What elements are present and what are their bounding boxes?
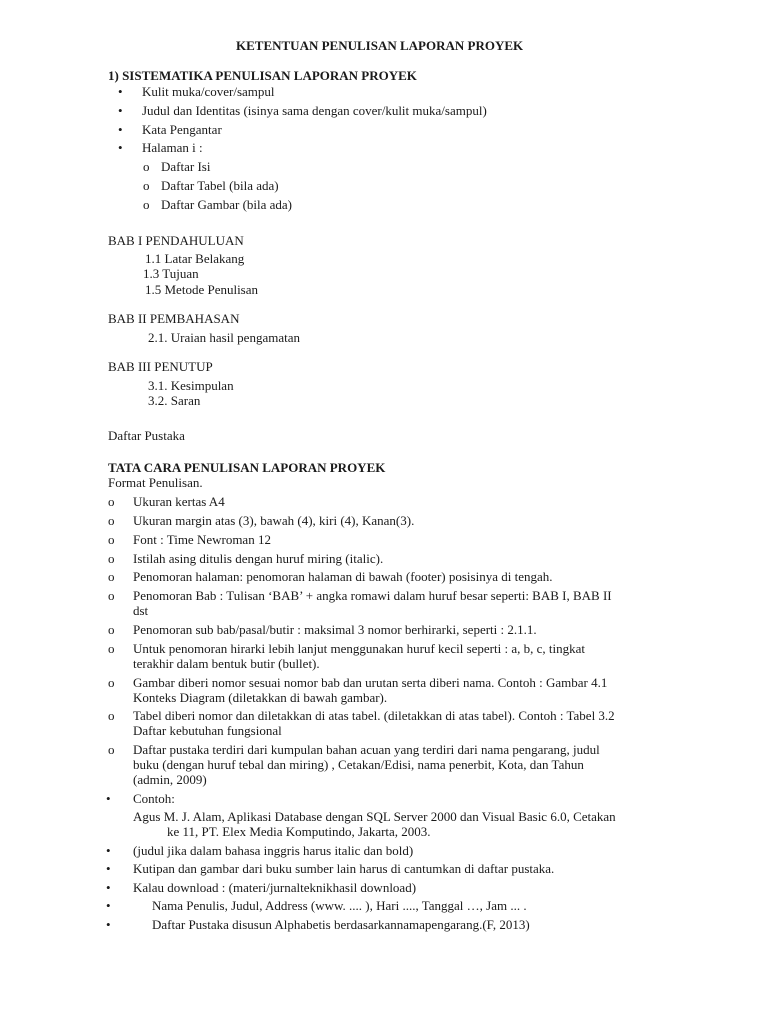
list-item: Kata Pengantar: [142, 122, 222, 137]
circle-marker: o: [143, 178, 150, 193]
section-2-heading: TATA CARA PENULISAN LAPORAN PROYEK: [108, 460, 386, 475]
section-2-subheading: Format Penulisan.: [108, 475, 203, 490]
section-1-heading: 1) SISTEMATIKA PENULISAN LAPORAN PROYEK: [108, 68, 417, 83]
bab-1-item: 1.5 Metode Penulisan: [145, 282, 259, 297]
circle-marker: o: [108, 588, 115, 603]
bullet-item: Kutipan dan gambar dari buku sumber lain harus di cantumkan di daftar pustaka.: [133, 861, 555, 876]
format-item: Penomoran Bab : Tulisan ‘BAB’ + angka romawi dalam huruf besar seperti: BAB I, BAB II: [133, 588, 612, 603]
list-item: Judul dan Identitas (isinya sama dengan cover/kulit muka/sampul): [142, 103, 487, 118]
format-item: Ukuran kertas A4: [133, 494, 225, 509]
bab-2-title: BAB II PEMBAHASAN: [108, 311, 240, 326]
bullet-marker: •: [118, 103, 123, 118]
bab-1-item: 1.1 Latar Belakang: [145, 251, 245, 266]
circle-marker: o: [143, 197, 150, 212]
format-item: Ukuran margin atas (3), bawah (4), kiri (4), Kanan(3).: [133, 513, 415, 528]
bab-1-item: 1.3 Tujuan: [143, 266, 199, 281]
daftar-pustaka-label: Daftar Pustaka: [108, 428, 185, 443]
circle-marker: o: [108, 513, 115, 528]
circle-marker: o: [108, 532, 115, 547]
format-item: Gambar diberi nomor sesuai nomor bab dan urutan serta diberi nama. Contoh : Gambar 4.1: [133, 675, 608, 690]
format-item: Penomoran sub bab/pasal/butir : maksimal 3 nomor berhirarki, seperti : 2.1.1.: [133, 622, 537, 637]
contoh-reference: Agus M. J. Alam, Aplikasi Database dengan SQL Server 2000 dan Visual Basic 6.0, Cetakan: [133, 809, 616, 824]
circle-marker: o: [108, 551, 115, 566]
format-item: Daftar pustaka terdiri dari kumpulan bahan acuan yang terdiri dari nama pengarang, judul: [133, 742, 600, 757]
bab-1-title: BAB I PENDAHULUAN: [108, 233, 244, 248]
bullet-marker: •: [106, 861, 111, 876]
format-item-continued: buku (dengan huruf tebal dan miring) , Cetakan/Edisi, nama penerbit, Kota, dan Tahun: [133, 757, 584, 772]
list-item: Kulit muka/cover/sampul: [142, 84, 275, 99]
circle-marker: o: [108, 494, 115, 509]
format-item-continued: Konteks Diagram (diletakkan di bawah gambar).: [133, 690, 388, 705]
bab-2-item: 2.1. Uraian hasil pengamatan: [148, 330, 300, 345]
format-item-continued: (admin, 2009): [133, 772, 207, 787]
contoh-label: Contoh:: [133, 791, 175, 806]
sub-list-item: Daftar Isi: [161, 159, 211, 174]
page-title: KETENTUAN PENULISAN LAPORAN PROYEK: [236, 38, 524, 53]
circle-marker: o: [108, 742, 115, 757]
format-item: Font : Time Newroman 12: [133, 532, 271, 547]
format-item-continued: Daftar kebutuhan fungsional: [133, 723, 282, 738]
format-item: Penomoran halaman: penomoran halaman di bawah (footer) posisinya di tengah.: [133, 569, 553, 584]
circle-marker: o: [108, 675, 115, 690]
bab-3-item: 3.2. Saran: [148, 393, 201, 408]
format-item: Tabel diberi nomor dan diletakkan di atas tabel. (diletakkan di atas tabel). Contoh : Tabel 3.2: [133, 708, 615, 723]
bullet-marker: •: [106, 917, 111, 932]
sub-list-item: Daftar Tabel (bila ada): [161, 178, 279, 193]
bullet-item: Kalau download : (materi/jurnalteknikhasil download): [133, 880, 417, 895]
circle-marker: o: [143, 159, 150, 174]
bullet-marker: •: [118, 84, 123, 99]
bullet-marker: •: [106, 791, 111, 806]
circle-marker: o: [108, 569, 115, 584]
format-item: Untuk penomoran hirarki lebih lanjut menggunakan huruf kecil seperti : a, b, c, tingkat: [133, 641, 585, 656]
circle-marker: o: [108, 641, 115, 656]
bullet-item: Nama Penulis, Judul, Address (www. .... ), Hari ...., Tanggal …, Jam ... .: [152, 898, 527, 913]
bab-3-title: BAB III PENUTUP: [108, 359, 213, 374]
sub-list-item: Daftar Gambar (bila ada): [161, 197, 293, 212]
bullet-marker: •: [106, 898, 111, 913]
circle-marker: o: [108, 622, 115, 637]
contoh-reference-continued: ke 11, PT. Elex Media Komputindo, Jakarta, 2003.: [167, 824, 431, 839]
bullet-marker: •: [118, 122, 123, 137]
format-item-continued: terakhir dalam bentuk butir (bullet).: [133, 656, 320, 671]
bullet-marker: •: [118, 140, 123, 155]
bullet-item: Daftar Pustaka disusun Alphabetis berdasarkannamapengarang.(F, 2013): [152, 917, 530, 932]
bullet-item: (judul jika dalam bahasa inggris harus italic dan bold): [133, 843, 414, 858]
circle-marker: o: [108, 708, 115, 723]
bab-3-item: 3.1. Kesimpulan: [148, 378, 234, 393]
format-item: Istilah asing ditulis dengan huruf miring (italic).: [133, 551, 384, 566]
bullet-marker: •: [106, 843, 111, 858]
bullet-marker: •: [106, 880, 111, 895]
list-item: Halaman i :: [142, 140, 203, 155]
format-item-continued: dst: [133, 603, 149, 618]
